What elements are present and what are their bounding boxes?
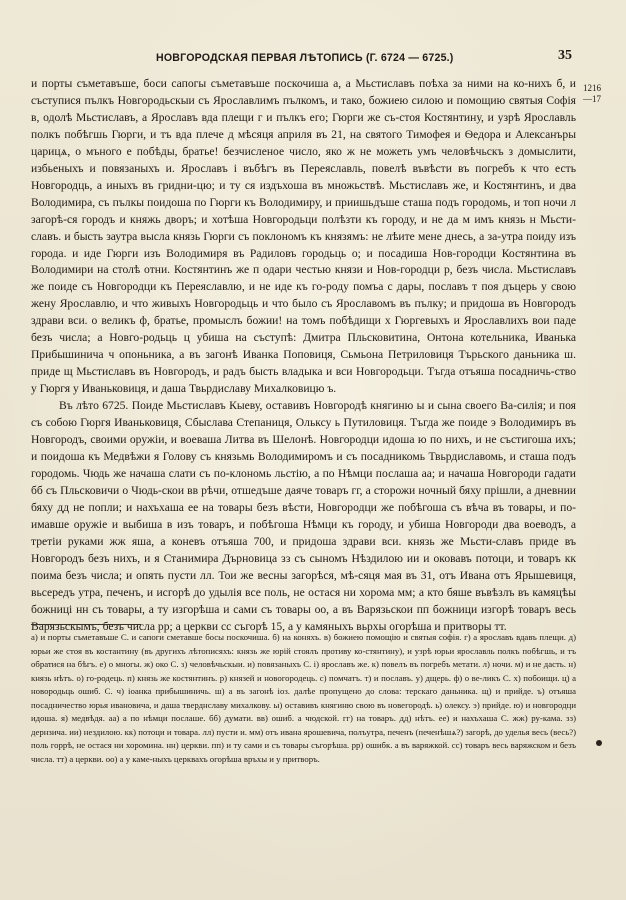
page-number: 35 — [558, 48, 572, 63]
footnotes — [31, 631, 576, 766]
footnote-block: а) и порты съметавъше С. и сапоги сметавше босы поскочиша. б) на коняхъ. в) божиею помощію и святыя софія. г) а ярославъ вдавъ плещи. д) юрьи же стоя въ костантину (въ другихъ лѣтописяхъ: князь же юрій стоялъ противу ко-стянтину), и узрѣ юрьи ярославль полкъ побѣгшь, и тъ обратися на бѣгъ. е) о многы. ж) око С. з) человѣчьскыи. и) повязаныхъ С. і) ярославъ же. к) повелъ въ погребъ метати. л) ночи. м) и не дасть. н) князь нѣтъ. о) го-родець. п) князь же костянтинъ. р) князей и новогородець. с) помчатъ. т) и пославъ. у) дщерь. ф) о ве-ликъ С. х) побоищи. ц) а новородьць ошиб. С. ч) іоанка прибышиничь. ш) а въ загонѣ іоз. далѣе пропущено до слова: терскаго даньника. щ) и прийде. ъ) отъяша посадничество юрья ивановича, и даша тверднславу михалкову. ы) оставивъ княгиню свою въ новегородѣ. ь) олексу. э) прийде. ю) и новгородци идоша. я) медвѣдя. аа) а по нѣмци послаше. бб) думати. вв) ошиб. а чюдской. гг) на товаръ. дд) нѣтъ. ее) и нахъхаша С. жж) ру-кама. зз) дернзича. ии) нездилою. кк) потоци и товара. лл) пусти и. мм) отъ ивана ярошевича, полъутра, печенъ (печенѣшѧ?) загорѣ, до уделья весь (весь?) поль горрѣ, не остася ни хоромина. нн) церкви. пп) и ту сами и съ товары съгорѣша. рр) ошибк. а въ варяжкой. сс) товаръ весь варяжском и безъ числа. тт) а церкви. оо) а у каме-ныхъ церквахъ огорѣша връхы и у притворъ. — [31, 632, 576, 764]
ink-spot — [596, 740, 602, 746]
paragraph-year-6724: и порты съметавъше, боси сапогы съметавъше поскочиша а, а Мьстиславъ поѣха за ними на ко-нихъ б, и съступися пълкъ Новгородьскыи съ Ярославлимъ пълкомъ, и тако, божиею силою и помощию святыя Софія в, одолѣ Мьстиславъ, а Ярославъ вда плещи г и пълкъ его; Гюрги же съ-стоя Костянтину, и узрѣ Ярославль полкъ побѣгшь Гюрги, и тъ вда плече д мѣсяця априля въ 21, на святого Тимофея и Ѳедора и Алексанъры царицѧ, о мъного е побѣды, братье! безчисленое число, яко ж не можеть умъ человѣчьскъ з домыслити, избьеныхъ и повязаныхъ и. Ярославъ і въбѣгъ въ Переяславль, повелѣ въвѣсти въ погребъ к что есть Новгородць, а иныхъ въ гридни-цю; и ту ся издъхоша въ множьствѣ. Мьстиславъ же, и Костянтинъ, и два Володимира, съ пълкы поидоша по Гюрги къ Володимиру, и приишьдъше сташа подъ городомь, и топ ночи л загорѣ-ся городъ и княжь дворъ; и хотѣша Новгородьци полѣзти къ городу, и не да м имъ князь н Мьсти-славъ. и бысть заутра высла князь Гюрги съ поклономъ къ князямъ: не лѣите мене днесь, а за-утра поиду изъ города. и иде Гюрги изъ Володимиря въ Радиловъ городьць о; и посадиша Нов-городци Костянтина въ Володимири на столѣ отни. Костянтинъ же п одари честью князи и Нов-городци р, безъ числа. Мьстиславъ же поиде съ Новгородци къ Переяславлю, и не иде къ го-роду помъа с дары, пославъ т поя дъцерь у свою жену Ярославлю, и что живыхъ Новгородьць и что было съ Ярославомъ въ пълку; и придоша въ Новгородъ здрави вси. о великъ ф, братье, промыслъ божии! на томъ побѣдищи х Гюргевыхъ и Ярославлихъ вои паде безъ числа; а Новго-родьць ц убиша на съступѣ: Дмитра Пльсковитина, Онтона котельника, Иванька Прибышинича ч опоньника, а въ загонѣ Иванка Поповиця, Сьмьона Петриловиця Търьского даньника ш. приде щ Мьстиславъ въ Новгородъ, и радъ бысть владыка и вси Новгородьци. Тъгда отъяша посадничь-ство у Гюргя у Иваньковиця, и даша Твьрдиславу Михалковицю ъ. — [31, 77, 576, 396]
main-text — [31, 76, 576, 635]
margin-year-end: —17 — [583, 94, 601, 104]
running-title: НОВГОРОДСКАЯ ПЕРВАЯ ЛѢТОПИСЬ (Г. 6724 — 6725.) — [156, 52, 454, 64]
footnote-divider — [31, 624, 141, 625]
paragraph-year-6725: Въ лѣто 6725. Поиде Мьстиславъ Кыеву, оставивъ Новгородѣ княгиню ы и сына своего Ва-силія; и поя съ собою Гюргя Иваньковиця, Сбыслава Степаниця, Ольксу ь Путиловиця. Тъгда же поиде э Володимиръ въ Новгородъ, своими оружіи, и воеваша Литва въ Шелонѣ. Новгородци идоша ю по нихъ, и не състигоша ихъ; и поидоша къ Медвѣжи я Голову съ князьмь Володимиромъ и съ посадникомь Твьрдиславомь, и сташа подъ городомь. Чюдь же начаша слати съ по-клономь льстію, а по Нѣмци послаша аа; и начаша Новгороди гадати бб съ Пльсковичи о Чюдь-скои вв рѣчи, отшедъше даяче товаръ гг, а сторожи ночный бяху прішли, а дневнии бяху дд не попли; и нахъхаша ее на товары безъ вѣсти, Новгородци же побѣгоша съ вѣча въ товары, и по-имавше оружіе и выбиша в изъ товаръ, и побѣгоша Нѣмци къ городу, и убиша Новгороди два воеводъ, а третіи руками жж яша, а коневъ отъяша 700, и придоша здрави вси. князь же Мьсти-славъ приде въ Новгородъ безъ нихъ, и я Станимира Дърновица зз съ сыномъ Нѣздилою ии и оковавъ потоци, и товаръ кк поима безъ числа; и опять пусти лл. Тои же весны загорѣся, мѣ-сяця мая въ 31, отъ Ивана отъ Ярышевиця, вьсередъ утра, печенъ, и исгорѣ до удылія все поль, не остася ни хорома мм; а кто бяше въвѣзлъ въ камяцѣы божниці нн съ товары, а ту изгорѣша и сами съ товары оо, а въ Варязьскои пп божници изгорѣ товаръ весь Варязьскымъ, безъ числа рр; а церкви сс съгорѣ 15, а у камяныхъ вьрхы огорѣша и притворы тт. — [31, 399, 576, 633]
margin-year-start: 1216 — [583, 83, 601, 93]
margin-year-note — [583, 83, 621, 105]
page-header — [110, 48, 596, 70]
